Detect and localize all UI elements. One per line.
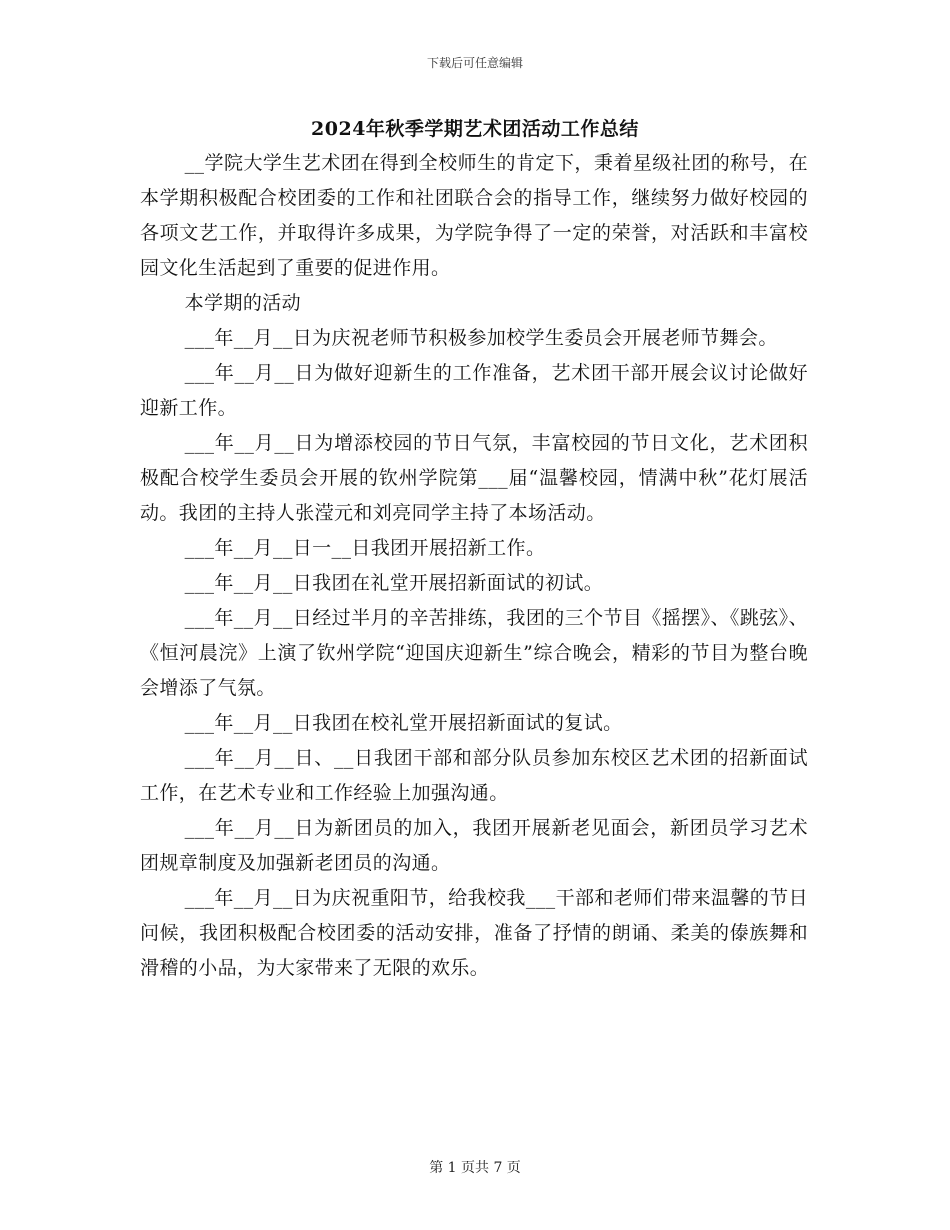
page-footer: 第 1 页共 7 页 [429,1160,521,1176]
activity-paragraph: ___年__月__日我团在校礼堂开展招新面试的复试。 [184,712,623,734]
activity-paragraph: ___年__月__日为做好迎新生的工作准备，艺术团干部开展会议讨论做好迎新工作。 [140,362,808,419]
activity-paragraph: ___年__月__日为增添校园的节日气氛，丰富校园的节日文化，艺术团积极配合校学生委员会开展的钦州学院第___届“温馨校园，情满中秋”花灯展活动。我团的主持人张滢元和刘亮同学主持了本场活动。 [140,432,808,524]
activity-paragraph: ___年__月__日我团在礼堂开展招新面试的初试。 [184,572,604,594]
activity-paragraph: ___年__月__日、__日我团干部和部分队员参加东校区艺术团的招新面试工作，在艺术专业和工作经验上加强沟通。 [140,747,808,804]
activity-paragraph: ___年__月__日经过半月的辛苦排练，我团的三个节目《摇摆》、《跳弦》、《恒河晨浣》上演了钦州学院“迎国庆迎新生”综合晚会，精彩的节目为整台晚会增添了气氛。 [140,607,808,699]
activity-paragraph: ___年__月__日一__日我团开展招新工作。 [184,537,546,559]
activity-paragraph: ___年__月__日为庆祝老师节积极参加校学生委员会开展老师节舞会。 [184,327,778,349]
header-note: 下载后可任意编辑 [426,56,523,70]
activity-paragraph: ___年__月__日为新团员的加入，我团开展新老见面会，新团员学习艺术团规章制度及加强新老团员的沟通。 [140,817,808,874]
section-heading: 本学期的活动 [184,292,302,314]
document-body [140,146,808,986]
activity-paragraph: ___年__月__日为庆祝重阳节，给我校我___干部和老师们带来温馨的节日问候，我团积极配合校团委的活动安排，准备了抒情的朗诵、柔美的傣族舞和滑稽的小品，为大家带来了无限的欢乐。 [140,887,808,979]
paragraph-intro: __学院大学生艺术团在得到全校师生的肯定下，秉着星级社团的称号，在本学期积极配合校团委的工作和社团联合会的指导工作，继续努力做好校园的各项文艺工作，并取得许多成果，为学院争得了一定的荣誉，对活跃和丰富校园文化生活起到了重要的促进作用。 [140,152,808,279]
document-title: 2024年秋季学期艺术团活动工作总结 [311,118,639,140]
